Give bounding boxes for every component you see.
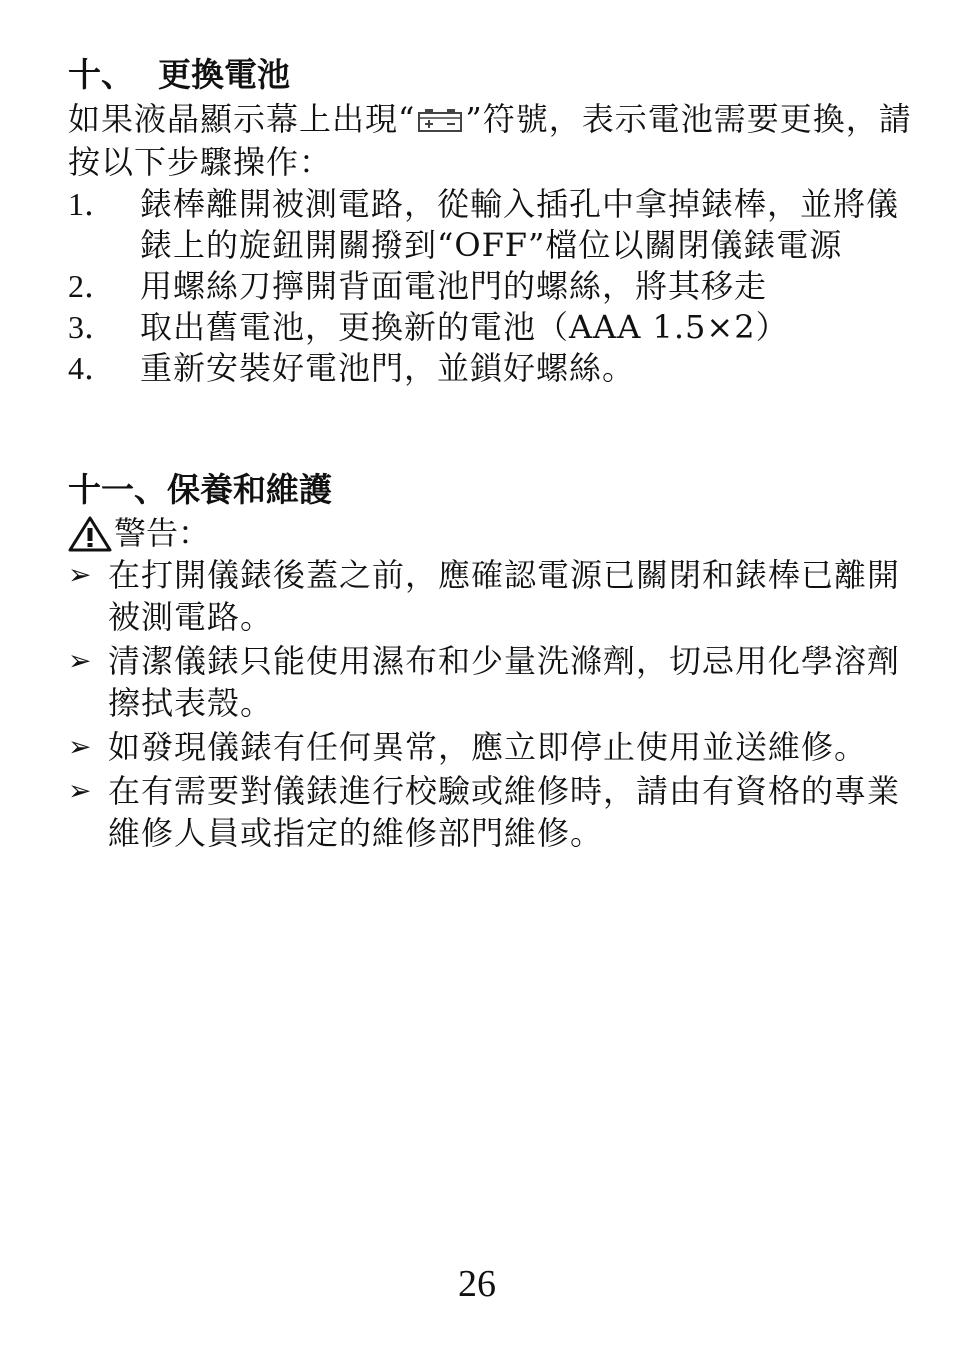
step-item — [68, 266, 914, 307]
intro-text-before: 如果液晶顯示幕上出現“ — [68, 100, 416, 138]
list-item-text: 在打開儀錶後蓋之前，應確認電源已關閉和錶棒已離開被測電路。 — [108, 556, 901, 636]
list-item — [68, 640, 914, 724]
manual-page — [68, 52, 914, 856]
arrow-bullet-icon: ➢ — [68, 558, 92, 591]
arrow-bullet-icon: ➢ — [68, 644, 92, 677]
battery-icon — [417, 107, 463, 133]
list-item-text: 如發現儀錶有任何異常，應立即停止使用並送維修。 — [108, 728, 868, 766]
list-item — [68, 726, 914, 768]
list-item — [68, 554, 914, 638]
step-number: 4． — [68, 350, 117, 386]
list-item-text: 清潔儀錶只能使用濕布和少量洗滌劑，切忌用化學溶劑擦拭表殼。 — [108, 642, 901, 722]
section-title: 十一、保養和維護 — [68, 470, 332, 509]
step-item — [68, 348, 914, 389]
step-text: 重新安裝好電池門，並鎖好螺絲。 — [140, 349, 636, 387]
step-text: 用螺絲刀擰開背面電池門的螺絲，將其移走 — [140, 267, 768, 305]
step-item — [68, 307, 914, 348]
list-item-text: 在有需要對儀錶進行校驗或維修時，請由有資格的專業維修人員或指定的維修部門維修。 — [108, 772, 901, 852]
section-heading-maintenance — [68, 467, 914, 513]
step-item — [68, 184, 914, 266]
section-heading-battery — [68, 52, 914, 98]
arrow-bullet-icon: ➢ — [68, 730, 92, 763]
warning-triangle-icon — [68, 515, 112, 553]
section-spacer — [68, 389, 914, 467]
battery-steps — [68, 184, 914, 389]
section-title: 更換電池 — [158, 55, 290, 94]
arrow-bullet-icon: ➢ — [68, 774, 92, 807]
step-number: 2． — [68, 268, 117, 304]
warning-line — [68, 513, 914, 554]
step-number: 3． — [68, 309, 117, 345]
section-number: 十、 — [68, 55, 134, 94]
page-number: 26 — [458, 1263, 496, 1305]
step-text: 錶棒離開被測電路，從輸入插孔中拿掉錶棒，並將儀錶上的旋鈕開關撥到“OFF”檔位以關閉儀錶電源 — [140, 185, 900, 264]
maintenance-bullets — [68, 554, 914, 854]
battery-intro-paragraph — [68, 98, 914, 184]
intro-text-after: ”符號，表示電池需要更換，請按以下步驟操作： — [68, 100, 912, 181]
step-number: 1． — [68, 186, 117, 222]
step-text: 取出舊電池，更換新的電池（AAA 1.5×2） — [140, 308, 789, 346]
list-item — [68, 770, 914, 854]
warning-label: 警告： — [114, 514, 211, 552]
